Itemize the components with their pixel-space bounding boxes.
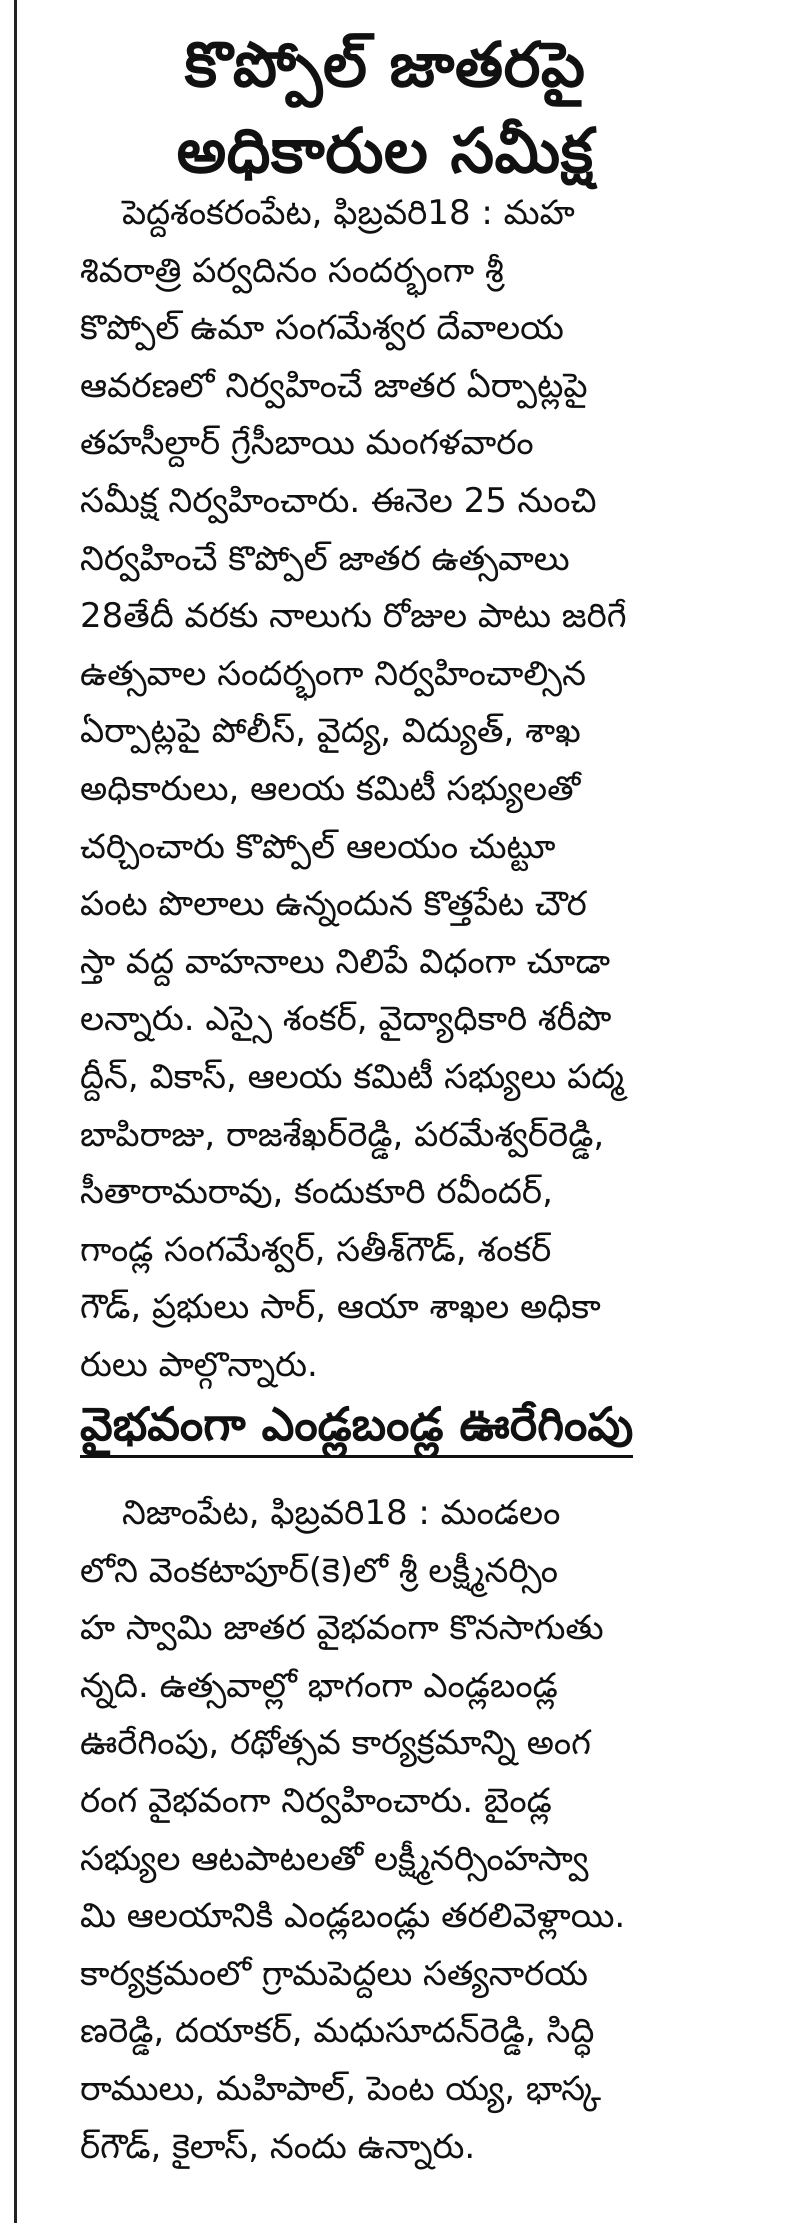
column-divider — [14, 0, 17, 2223]
article-line: రాములు, మహిపాల్, పెంట య్య, భాస్క — [80, 2068, 602, 2109]
article-line: హ స్వామి జాతర వైభవంగా కొనసాగుతు — [80, 1608, 604, 1649]
article-line: పెద్దశంకరంపేట, ఫిబ్రవరి18 : మహ — [122, 193, 575, 233]
article-line: 28తేదీ వరకు నాలుగు రోజుల పాటు జరిగే — [80, 596, 627, 637]
article-line: గౌడ్, ప్రభులు సార్, ఆయా శాఖల అధికా — [80, 1287, 601, 1328]
article-line: ద్దీన్, వికాస్, ఆలయ కమిటీ సభ్యులు పద్మ — [80, 1056, 624, 1097]
article-line: రులు పాల్గొన్నారు. — [80, 1344, 318, 1385]
article-line: మి ఆలయానికి ఎండ్లబండ్లు తరలివెళ్లాయి. — [80, 1896, 626, 1937]
article-line: చర్చించారు కొప్పోల్ ఆలయం చుట్టూ — [80, 826, 556, 867]
subheadline — [80, 1392, 690, 1456]
subheadline-text: వైభవంగా ఎండ్లబండ్ల ఊరేగింపు — [80, 1397, 633, 1458]
article-line: కార్యక్రమంలో గ్రామపెద్దలు సత్యనారయ — [80, 1953, 588, 1994]
article-body-2 — [80, 1485, 690, 2176]
article-line: ణరెడ్డి, దయాకర్, మధుసూదన్‌రెడ్డి, సిద్ధి — [80, 2011, 595, 2052]
article-line: రంగ వైభవంగా నిర్వహించారు. బైండ్ల — [80, 1780, 552, 1821]
article-line: ఏర్పాట్లపై పోలీస్, వైద్య, విద్యుత్, శాఖ — [80, 711, 581, 752]
article-line: శివరాత్రి పర్వదినం సందర్భంగా శ్రీ — [80, 250, 504, 291]
article-line: ఊరేగింపు, రథోత్సవ కార్యక్రమాన్ని అంగ — [80, 1723, 591, 1764]
article-line: స్తా వద్ద వాహనాలు నిలిపే విధంగా చూడా — [80, 941, 611, 982]
article-line: అధికారులు, ఆలయ కమిటీ సభ్యులతో — [80, 768, 581, 809]
article-line: గాండ్ల సంగమేశ్వర్, సతీశ్‌గౌడ్, శంకర్ — [80, 1229, 552, 1270]
article-line: సభ్యుల ఆటపాటలతో లక్ష్మీనర్సింహస్వా — [80, 1838, 589, 1879]
article-line: సీతారామరావు, కందుకూరి రవీందర్, — [80, 1172, 553, 1213]
article-line: కొప్పోల్ ఉమా సంగమేశ్వర దేవాలయ — [80, 308, 564, 349]
headline-line-1: కొప్పోల్ జాతరపై — [184, 28, 586, 101]
article-line: లన్నారు. ఎస్సై శంకర్, వైద్యాధికారి శరీపొ — [80, 999, 612, 1040]
article-line: నిజాంపేట, ఫిబ్రవరి18 : మండలం — [122, 1493, 561, 1533]
headline — [80, 22, 690, 194]
article-line: లోని వెంకటాపూర్(కె)లో శ్రీ లక్ష్మీనర్సిం — [80, 1550, 559, 1591]
article-line: ఆవరణలో నిర్వహించే జాతర ఏర్పాట్లపై — [80, 365, 588, 406]
article-line: బాపిరాజు, రాజశేఖర్‌రెడ్డి, పరమేశ్వర్‌రెడ్డి, — [80, 1114, 605, 1155]
article-line: తహసీల్దార్ గ్రేసీబాయి మంగళవారం — [80, 423, 534, 464]
article-line: పంట పొలాలు ఉన్నందున కొత్తపేట చౌర — [80, 884, 587, 925]
headline-line-2: అధికారుల సమీక్ష — [176, 114, 594, 187]
article-line: న్నది. ఉత్సవాల్లో భాగంగా ఎండ్లబండ్ల — [80, 1665, 558, 1706]
article-line: ర్‌గౌడ్, కైలాస్, నందు ఉన్నారు. — [80, 2126, 476, 2167]
article-line: నిర్వహించే కొప్పోల్ జాతర ఉత్సవాలు — [80, 538, 570, 579]
article-body-1 — [80, 185, 690, 1394]
article-line: సమీక్ష నిర్వహించారు. ఈనెల 25 నుంచి — [80, 480, 597, 521]
article-line: ఉత్సవాల సందర్భంగా నిర్వహించాల్సిన — [80, 653, 586, 694]
